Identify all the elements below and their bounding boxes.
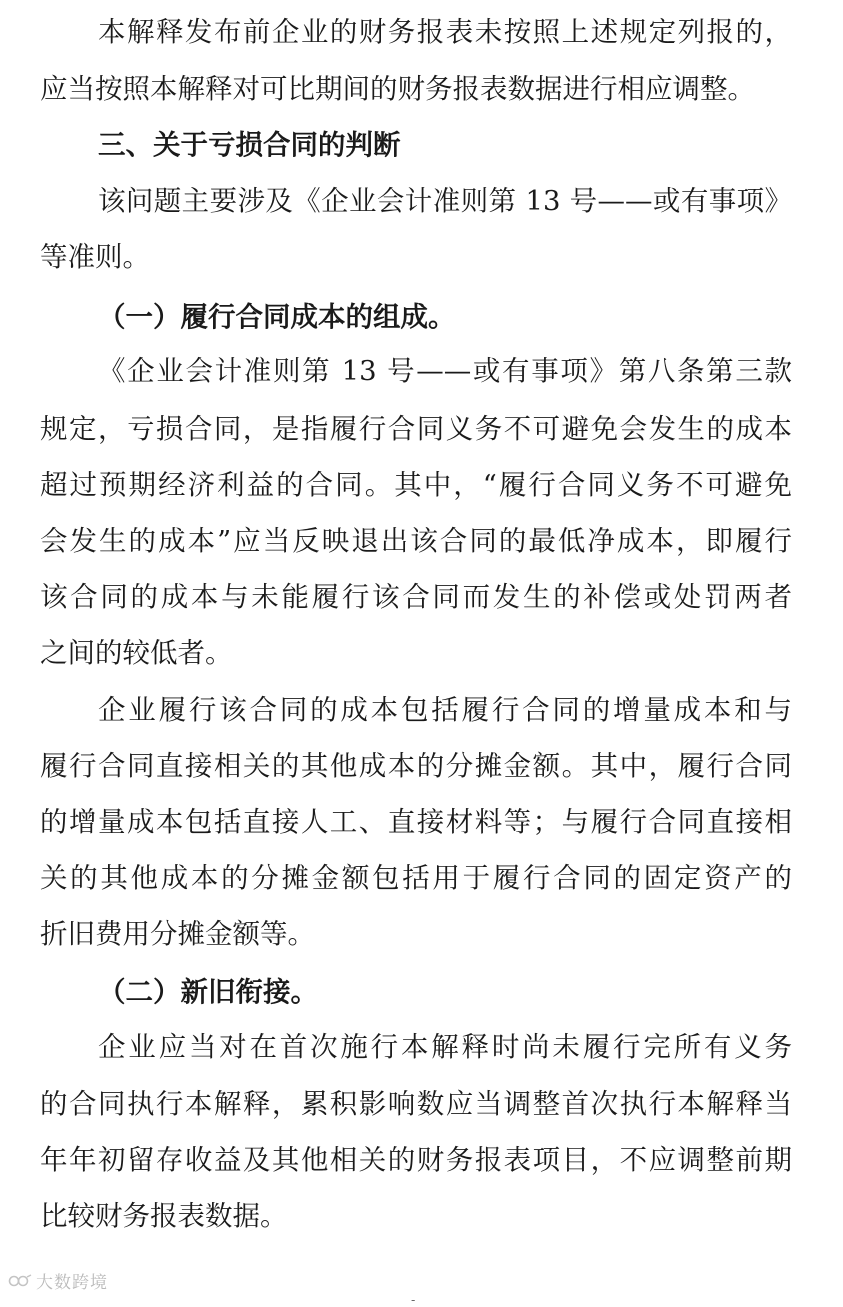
text-line: 关的其他成本的分摊金额包括用于履行合同的固定资产的 (40, 862, 792, 894)
text-line: 企业应当对在首次施行本解释时尚未履行完所有义务 (98, 1031, 792, 1063)
text-line: 比较财务报表数据。 (40, 1200, 288, 1232)
text-line: 本解释发布前企业的财务报表未按照上述规定列报的， (98, 16, 792, 48)
text-line: 的增量成本包括直接人工、直接材料等；与履行合同直接相 (40, 806, 792, 838)
text-line: 规定，亏损合同，是指履行合同义务不可避免会发生的成本 (40, 413, 792, 445)
subsection-heading: （二）新旧衔接。 (98, 976, 318, 1008)
watermark-logo-icon (8, 1273, 32, 1289)
page-number-mark: - (411, 1293, 416, 1307)
text-line: 超过预期经济利益的合同。其中，“履行合同义务不可避免 (40, 469, 792, 501)
text-line: 年年初留存收益及其他相关的财务报表项目，不应调整前期 (40, 1144, 792, 1176)
text-line: 等准则。 (40, 241, 150, 273)
text-line: 应当按照本解释对可比期间的财务报表数据进行相应调整。 (40, 73, 755, 105)
text-line: 企业履行该合同的成本包括履行合同的增量成本和与 (98, 694, 792, 726)
text-line: 折旧费用分摊金额等。 (40, 918, 315, 950)
subsection-heading: （一）履行合同成本的组成。 (98, 301, 456, 333)
text-line: 的合同执行本解释，累积影响数应当调整首次执行本解释当 (40, 1088, 792, 1120)
text-line: 该合同的成本与未能履行该合同而发生的补偿或处罚两者 (40, 581, 792, 613)
text-line: 该问题主要涉及《企业会计准则第 13 号——或有事项》 (98, 185, 792, 217)
text-line: 之间的较低者。 (40, 637, 233, 669)
watermark-text: 大数跨境 (36, 1273, 108, 1293)
watermark (8, 1268, 108, 1293)
section-heading: 三、关于亏损合同的判断 (98, 129, 401, 161)
text-line: 会发生的成本”应当反映退出该合同的最低净成本，即履行 (40, 525, 792, 557)
text-line: 《企业会计准则第 13 号——或有事项》第八条第三款 (98, 355, 792, 387)
text-line: 履行合同直接相关的其他成本的分摊金额。其中，履行合同 (40, 750, 792, 782)
